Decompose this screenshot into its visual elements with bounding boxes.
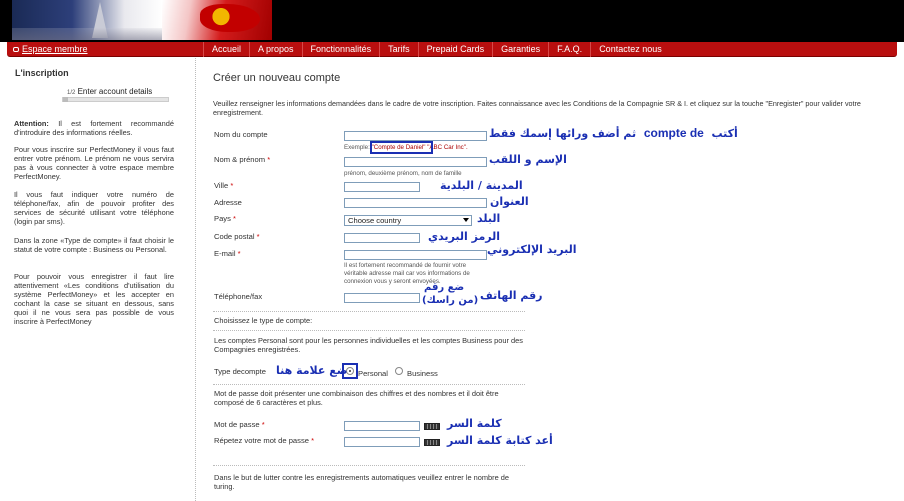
step-indicator [62, 87, 169, 103]
annotation-phone: رقم الهاتف [480, 289, 543, 302]
radio-business[interactable] [395, 367, 403, 375]
annotation-name: الإسم و اللقب [489, 153, 567, 166]
section-divider [213, 311, 525, 312]
email-label: E-mail * [214, 249, 241, 258]
annotation-country: البلد [477, 212, 501, 225]
city-input[interactable] [344, 182, 420, 192]
account-type-description: Les comptes Personal sont pour les personnes individuelles et les comptes Business pour des Compagnies enregistrées. [214, 336, 523, 354]
sidebar-paragraph: Dans la zone «Type de compte» il faut choisir le statut de votre compte : Business ou Personal. [14, 236, 174, 254]
main-navbar [7, 42, 897, 57]
nav-about[interactable]: A propos [249, 42, 302, 57]
captcha-description: Dans le but de lutter contre les enregistrements automatiques veuillez entrer le nombre de turing. [214, 473, 509, 491]
step-label: Enter account details [77, 87, 153, 96]
annotation-email: البريد الإلكتروني [487, 243, 577, 256]
password-requirements: Mot de passe doit présenter une combinaison des chiffres et des nombres et il doit être composé de 6 caractères et plus. [214, 389, 499, 407]
radio-business-label: Business [407, 369, 438, 378]
member-icon [13, 47, 19, 52]
nav-faq[interactable]: F.A.Q. [548, 42, 590, 57]
chevron-down-icon [463, 218, 469, 222]
annotation-account: أكتب compte de ثم أضف ورائها إسمك فقط [489, 126, 738, 140]
phone-input[interactable] [344, 293, 420, 303]
city-label: Ville * [214, 181, 234, 190]
account-name-input[interactable] [344, 131, 487, 141]
sidebar-divider [195, 58, 196, 501]
site-header [0, 0, 904, 42]
full-name-input[interactable] [344, 157, 487, 167]
address-input[interactable] [344, 198, 487, 208]
password-label: Mot de passe * [214, 420, 265, 429]
account-name-label: Nom du compte [214, 130, 268, 139]
password-repeat-label: Répetez votre mot de passe * [214, 436, 315, 445]
country-select[interactable]: Choose country [344, 215, 472, 226]
email-hint: Il est fortement recommandé de fournir votre véritable adresse mail car vos informations de connexion vous y seront envoyées. [344, 262, 470, 285]
logo-icon [200, 4, 260, 32]
postal-code-label: Code postal * [214, 232, 260, 241]
annotation-address: العنوان [490, 195, 529, 208]
sidebar-paragraph: Il vous faut indiquer votre numéro de téléphone/fax, afin de pouvoir profiter des services de sécurité utilisant votre téléphone (login par sms). [14, 190, 174, 226]
full-name-label: Nom & prénom * [214, 155, 271, 164]
keyboard-icon[interactable] [424, 439, 440, 446]
email-input[interactable] [344, 250, 487, 260]
section-divider [213, 465, 525, 466]
postal-code-input[interactable] [344, 233, 420, 243]
member-area-link[interactable]: Espace membre [13, 44, 88, 54]
annotation-phone-hint: ضع رقم [424, 282, 465, 293]
country-label: Pays * [214, 214, 236, 223]
nav-menu [203, 42, 670, 57]
nav-guarantees[interactable]: Garanties [492, 42, 548, 57]
annotation-check-here: ضع علامة هنا [276, 364, 348, 377]
section-divider [213, 384, 525, 385]
attention-note: Attention: Il est fortement recommandé d'introduire des informations réelles. [14, 119, 174, 137]
account-type-intro: Choisissez le type de compte: [214, 316, 313, 325]
step-number: 1/2 [67, 90, 76, 96]
sidebar-paragraph: Pour vous inscrire sur PerfectMoney il vous faut entrer votre prénom. Le prénom ne vous servira pas à vous connecter à votre espace membre PerfectMoney. [14, 145, 174, 181]
sidebar-paragraph: Pour pouvoir vous enregistrer il faut lire attentivement «Les conditions d'utilisation du système PerfectMoney» et les accepter en cochant la case se situant en dessous, sans quoi il ne vous sera pas possible de vous inscrire à PerfectMoney [14, 272, 174, 326]
account-name-hint: Exemple: "Compte de Daniel" "ABC Car Inc". [344, 144, 468, 151]
password-input[interactable] [344, 421, 420, 431]
annotation-postal: الرمز البريدي [428, 230, 501, 243]
annotation-password-repeat: أعد كتابة كلمة السر [447, 434, 553, 447]
nav-home[interactable]: Accueil [203, 42, 249, 57]
full-name-hint: prénom, deuxième prénom, nom de famille [344, 170, 462, 177]
address-label: Adresse [214, 198, 242, 207]
sidebar [0, 58, 196, 501]
account-type-label: Type decompte [214, 367, 266, 376]
annotation-phone-hint: (من راسك) [422, 295, 479, 306]
annotation-password: كلمة السر [447, 417, 502, 430]
nav-prepaid-cards[interactable]: Prepaid Cards [418, 42, 493, 57]
step-progress-bar [62, 97, 169, 102]
radio-personal-label: Personal [358, 369, 388, 378]
nav-contact[interactable]: Contactez nous [590, 42, 670, 57]
section-divider [213, 330, 525, 331]
banner-image [12, 0, 272, 40]
example-highlight-box [370, 141, 433, 154]
page-title: Créer un nouveau compte [213, 72, 341, 84]
annotation-city: المدينة / البلدية [440, 179, 523, 192]
password-repeat-input[interactable] [344, 437, 420, 447]
intro-text: Veuillez renseigner les informations demandées dans le cadre de votre inscription. Faites connaissance avec les Conditions de la Compagnie SR & I. et cliquez sur la touche "Enregister" pour valider votre enregistrement. [213, 99, 861, 117]
nav-features[interactable]: Fonctionnalités [302, 42, 380, 57]
keyboard-icon[interactable] [424, 423, 440, 430]
phone-label: Téléphone/fax [214, 292, 263, 301]
nav-pricing[interactable]: Tarifs [379, 42, 418, 57]
sidebar-title: L'inscription [15, 68, 69, 78]
